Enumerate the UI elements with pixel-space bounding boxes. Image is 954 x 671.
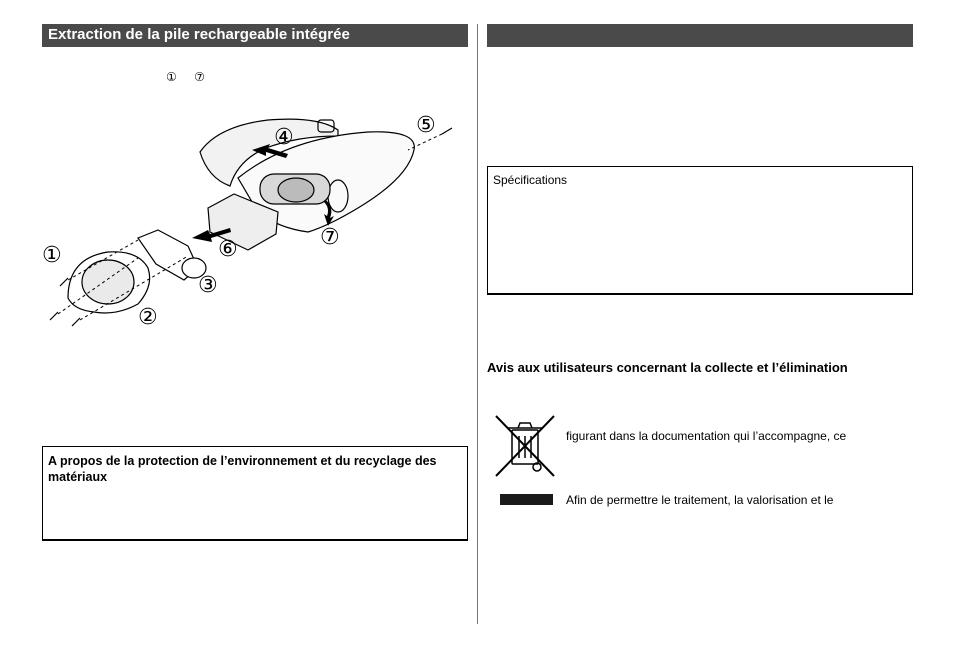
step-to: ⑦ [194,70,205,84]
bin-symbol-text: figurant dans la documentation qui l’accompagne, ce [566,429,847,443]
label-3: ③ [198,273,218,298]
specifications-box [487,166,913,295]
label-7: ⑦ [320,225,340,250]
disposal-notice-title: Avis aux utilisateurs concernant la collecte et l’élimination [487,360,848,375]
environment-box [42,446,468,541]
label-5: ⑤ [416,113,436,138]
section-header-right [487,24,913,47]
specifications-title: Spécifications [493,173,568,187]
battery-removal-diagram [38,108,470,348]
step-from: ① [166,70,177,84]
label-4: ④ [274,125,294,150]
label-6: ⑥ [218,237,238,262]
column-divider [477,24,478,624]
black-bar-symbol [500,494,553,505]
crossed-bin-icon [490,412,560,480]
label-2: ② [138,305,158,330]
label-1: ① [42,243,62,268]
steps-range [166,70,219,84]
environment-box-title: A propos de la protection de l’environnement et du recyclage des matériaux [48,454,437,484]
section-header-battery-removal: Extraction de la pile rechargeable intégrée [42,24,468,47]
bar-symbol-text: Afin de permettre le traitement, la valorisation et le [566,493,834,507]
